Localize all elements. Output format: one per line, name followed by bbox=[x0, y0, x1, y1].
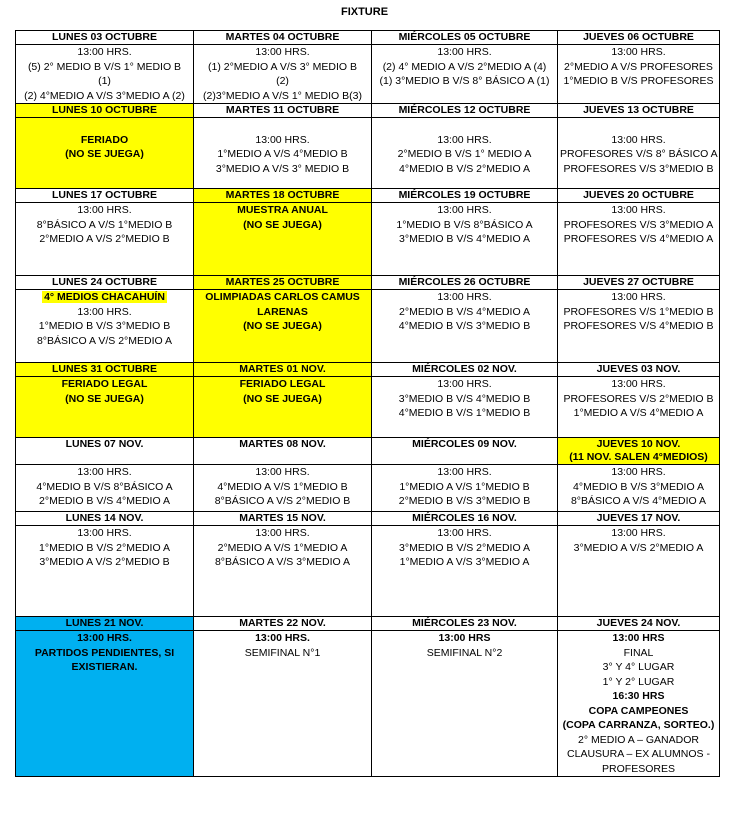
day-header-martes bbox=[194, 438, 372, 465]
match-line: 13:00 HRS. bbox=[611, 46, 666, 58]
day-header-jueves bbox=[558, 617, 720, 631]
day-header-lunes bbox=[16, 617, 194, 631]
day-cell-jueves bbox=[558, 45, 720, 104]
match-line: 3° Y 4° LUGAR bbox=[602, 661, 675, 673]
day-header-label: MARTES 08 NOV. bbox=[239, 438, 326, 450]
match-line: 13:00 HRS. bbox=[611, 133, 666, 146]
day-cell-martes bbox=[194, 45, 372, 104]
page-title: FIXTURE bbox=[340, 6, 389, 18]
match-line: 8°BÁSICO A V/S 1°MEDIO B bbox=[36, 218, 173, 231]
match-line: (NO SE JUEGA) bbox=[243, 218, 322, 231]
day-cell-lunes bbox=[16, 290, 194, 363]
match-line: 2°MEDIO A V/S 2°MEDIO B bbox=[39, 233, 170, 245]
day-header-label: LUNES 07 NOV. bbox=[65, 438, 144, 450]
spacer-line bbox=[560, 118, 717, 133]
match-line: FERIADO bbox=[80, 133, 129, 146]
match-line: 13:00 HRS. bbox=[437, 204, 492, 216]
day-cell-miercoles bbox=[372, 118, 558, 189]
match-line: PROFESORES V/S 8° BÁSICO A bbox=[560, 148, 718, 160]
day-cell-jueves bbox=[558, 465, 720, 512]
match-line: OLIMPIADAS CARLOS CAMUS bbox=[205, 291, 360, 303]
day-header-label: MIÉRCOLES 05 OCTUBRE bbox=[398, 31, 531, 43]
day-cell-jueves bbox=[558, 377, 720, 438]
day-header-label: MIÉRCOLES 12 OCTUBRE bbox=[398, 104, 531, 116]
match-line: 3°MEDIO B V/S 2°MEDIO A bbox=[399, 541, 530, 554]
day-header-lunes bbox=[16, 512, 194, 526]
match-line: 13:00 HRS. bbox=[255, 466, 310, 478]
day-header-label: MARTES 04 OCTUBRE bbox=[225, 31, 340, 43]
match-line: PROFESORES V/S 1°MEDIO B bbox=[563, 305, 714, 318]
match-line: PROFESORES bbox=[602, 762, 675, 775]
day-header-label: MIÉRCOLES 19 OCTUBRE bbox=[398, 189, 531, 201]
day-header-label: MIÉRCOLES 09 NOV. bbox=[412, 438, 517, 450]
day-header-martes bbox=[194, 512, 372, 526]
day-cell-lunes bbox=[16, 377, 194, 438]
day-header-lunes bbox=[16, 189, 194, 203]
match-line: 3°MEDIO A V/S 3° MEDIO B bbox=[215, 162, 350, 175]
spacer-line bbox=[374, 118, 555, 133]
day-cell-martes bbox=[194, 203, 372, 276]
day-header-label: LUNES 14 NOV. bbox=[65, 512, 144, 524]
day-cell-lunes bbox=[16, 465, 194, 512]
match-line: 13:00 HRS. bbox=[77, 305, 132, 318]
day-cell-lunes bbox=[16, 203, 194, 276]
match-line: 2°MEDIO B V/S 1° MEDIO A bbox=[397, 148, 532, 160]
match-line: 13:00 HRS. bbox=[77, 46, 132, 58]
day-header-label: MARTES 01 NOV. bbox=[239, 363, 326, 375]
day-header-martes bbox=[194, 104, 372, 118]
match-line: 2°MEDIO A V/S PROFESORES bbox=[564, 60, 713, 73]
day-cell-miercoles bbox=[372, 631, 558, 777]
day-header-martes bbox=[194, 276, 372, 290]
day-cell-miercoles bbox=[372, 45, 558, 104]
match-line: 1°MEDIO A V/S 4°MEDIO A bbox=[573, 407, 704, 419]
day-cell-miercoles bbox=[372, 526, 558, 617]
day-header-label: JUEVES 13 OCTUBRE bbox=[583, 104, 694, 116]
day-header-miercoles bbox=[372, 512, 558, 526]
match-line: 13:00 HRS. bbox=[77, 466, 132, 478]
week-body-row bbox=[16, 465, 720, 512]
day-cell-jueves bbox=[558, 290, 720, 363]
match-line: 3°MEDIO A V/S 2°MEDIO A bbox=[573, 541, 704, 554]
match-line: 1°MEDIO A V/S 4°MEDIO B bbox=[217, 148, 348, 160]
match-line: 16:30 HRS bbox=[612, 690, 665, 702]
match-line: 13:00 HRS bbox=[612, 632, 665, 644]
day-header-label: MIÉRCOLES 16 NOV. bbox=[412, 512, 517, 524]
match-line: PROFESORES V/S 4°MEDIO B bbox=[563, 320, 714, 332]
match-line: EXISTIERAN. bbox=[71, 661, 138, 673]
week-header-row bbox=[16, 438, 720, 465]
match-line: (1) bbox=[98, 75, 111, 87]
match-line: 8°BÁSICO A V/S 2°MEDIO B bbox=[214, 495, 351, 507]
day-header-label: MARTES 18 OCTUBRE bbox=[225, 189, 340, 201]
day-header-lunes bbox=[16, 31, 194, 45]
week-body-row bbox=[16, 45, 720, 104]
match-line: COPA CAMPEONES bbox=[588, 704, 689, 717]
match-line: FERIADO LEGAL bbox=[239, 378, 326, 390]
day-cell-martes bbox=[194, 290, 372, 363]
match-line: 4°MEDIO B V/S 3°MEDIO B bbox=[398, 320, 531, 332]
day-cell-martes bbox=[194, 377, 372, 438]
match-line: 2° MEDIO A – GANADOR bbox=[578, 733, 699, 746]
day-cell-miercoles bbox=[372, 203, 558, 276]
spacer-line bbox=[18, 118, 191, 133]
match-line: 13:00 HRS. bbox=[437, 527, 492, 539]
match-line: 3°MEDIO A V/S 2°MEDIO B bbox=[39, 556, 170, 568]
week-header-row bbox=[16, 512, 720, 526]
highlight-text: 4° MEDIOS CHACAHUÍN bbox=[44, 291, 165, 303]
week-body-row bbox=[16, 290, 720, 363]
match-line: 3°MEDIO B V/S 4°MEDIO A bbox=[399, 233, 530, 245]
week-body-row bbox=[16, 377, 720, 438]
day-cell-martes bbox=[194, 631, 372, 777]
match-line: (2) 4° MEDIO A V/S 2°MEDIO A (4) bbox=[382, 60, 547, 73]
match-line: 13:00 HRS. bbox=[611, 291, 666, 303]
match-line: 13:00 HRS. bbox=[437, 378, 492, 390]
match-line: 4°MEDIO B V/S 8°BÁSICO A bbox=[36, 480, 173, 493]
day-header-jueves bbox=[558, 189, 720, 203]
match-line: (COPA CARRANZA, SORTEO.) bbox=[562, 719, 715, 731]
match-line: (1) 2°MEDIO A V/S 3° MEDIO B bbox=[207, 60, 358, 73]
match-line: 13:00 HRS. bbox=[611, 378, 666, 390]
match-line: 13:00 HRS. bbox=[255, 632, 310, 644]
day-header-martes bbox=[194, 31, 372, 45]
match-line: 4°MEDIO B V/S 2°MEDIO A bbox=[399, 162, 530, 175]
match-line: 8°BÁSICO A V/S 2°MEDIO A bbox=[36, 334, 173, 347]
match-line: MUESTRA ANUAL bbox=[237, 204, 328, 216]
day-header-lunes bbox=[16, 438, 194, 465]
day-header-label: JUEVES 03 NOV. bbox=[596, 363, 681, 375]
day-header-label: JUEVES 27 OCTUBRE bbox=[583, 276, 694, 288]
day-header-jueves bbox=[558, 512, 720, 526]
day-cell-lunes bbox=[16, 526, 194, 617]
match-line: (5) 2° MEDIO B V/S 1° MEDIO B bbox=[27, 60, 182, 73]
day-cell-miercoles bbox=[372, 465, 558, 512]
day-header-label: MARTES 15 NOV. bbox=[239, 512, 326, 524]
day-cell-lunes bbox=[16, 118, 194, 189]
day-header-label: LUNES 31 OCTUBRE bbox=[51, 363, 157, 375]
day-header-miercoles bbox=[372, 363, 558, 377]
day-cell-martes bbox=[194, 526, 372, 617]
day-header-label: JUEVES 24 NOV. bbox=[596, 617, 681, 629]
day-header-label: MIÉRCOLES 23 NOV. bbox=[412, 617, 517, 629]
match-line: 2°MEDIO A V/S 1°MEDIO A bbox=[217, 541, 348, 554]
match-line: 3°MEDIO B V/S 4°MEDIO B bbox=[398, 392, 531, 405]
match-line: 8°BÁSICO A V/S 4°MEDIO A bbox=[570, 495, 707, 507]
match-line: 13:00 HRS. bbox=[255, 46, 310, 58]
match-line: SEMIFINAL N°1 bbox=[244, 646, 321, 659]
day-cell-lunes bbox=[16, 45, 194, 104]
day-header-label: LUNES 17 OCTUBRE bbox=[51, 189, 157, 201]
day-header-label: LUNES 03 OCTUBRE bbox=[51, 31, 157, 43]
day-header-lunes bbox=[16, 104, 194, 118]
match-line: 8°BÁSICO A V/S 3°MEDIO A bbox=[214, 556, 351, 568]
week-body-row bbox=[16, 203, 720, 276]
match-line: (NO SE JUEGA) bbox=[243, 320, 322, 332]
match-line: 13:00 HRS. bbox=[437, 466, 492, 478]
day-cell-jueves bbox=[558, 631, 720, 777]
day-header-martes bbox=[194, 363, 372, 377]
match-line: 4°MEDIO A V/S 1°MEDIO B bbox=[217, 480, 348, 493]
match-line: PROFESORES V/S 3°MEDIO B bbox=[563, 162, 714, 175]
day-cell-jueves bbox=[558, 203, 720, 276]
week-body-row bbox=[16, 631, 720, 777]
match-line: 1°MEDIO B V/S 8°BÁSICO A bbox=[396, 218, 533, 231]
day-header-jueves bbox=[558, 104, 720, 118]
week-header-row bbox=[16, 276, 720, 290]
match-line: FERIADO LEGAL bbox=[61, 378, 148, 390]
day-header-label: MARTES 11 OCTUBRE bbox=[225, 104, 340, 116]
day-header-miercoles bbox=[372, 31, 558, 45]
day-header-miercoles bbox=[372, 438, 558, 465]
day-header-label: MIÉRCOLES 26 OCTUBRE bbox=[398, 276, 531, 288]
match-line: 1°MEDIO B V/S 3°MEDIO B bbox=[38, 320, 171, 332]
day-header-label: JUEVES 10 NOV. bbox=[596, 438, 681, 450]
match-line: 13:00 HRS. bbox=[77, 204, 132, 216]
day-cell-jueves bbox=[558, 118, 720, 189]
fixture-table bbox=[15, 30, 720, 777]
week-body-row bbox=[16, 526, 720, 617]
day-header-label: MARTES 25 OCTUBRE bbox=[225, 276, 340, 288]
match-line: PARTIDOS PENDIENTES, SI bbox=[34, 646, 175, 659]
day-cell-martes bbox=[194, 118, 372, 189]
week-header-row bbox=[16, 104, 720, 118]
day-header-label: LUNES 24 OCTUBRE bbox=[51, 276, 157, 288]
day-header-miercoles bbox=[372, 276, 558, 290]
day-cell-lunes bbox=[16, 631, 194, 777]
day-header-label: JUEVES 20 OCTUBRE bbox=[583, 189, 694, 201]
match-line: (NO SE JUEGA) bbox=[65, 392, 144, 405]
match-line: 13:00 HRS. bbox=[437, 133, 492, 146]
match-line: 13:00 HRS bbox=[438, 632, 491, 644]
week-header-row bbox=[16, 617, 720, 631]
match-line: 13:00 HRS. bbox=[255, 527, 310, 539]
match-line: 2°MEDIO B V/S 4°MEDIO A bbox=[399, 305, 530, 318]
match-line: 2°MEDIO B V/S 4°MEDIO A bbox=[39, 495, 170, 507]
match-line: 1°MEDIO A V/S 3°MEDIO A bbox=[399, 556, 530, 568]
day-header-label: LUNES 10 OCTUBRE bbox=[51, 104, 157, 116]
day-header-label: LUNES 21 NOV. bbox=[65, 617, 144, 629]
day-header-lunes bbox=[16, 363, 194, 377]
day-header-miercoles bbox=[372, 189, 558, 203]
match-line: 4°MEDIO B V/S 1°MEDIO B bbox=[398, 407, 531, 419]
match-line: 1°MEDIO A V/S 1°MEDIO B bbox=[399, 480, 530, 493]
week-header-row bbox=[16, 363, 720, 377]
spacer-line bbox=[196, 118, 369, 133]
day-header-miercoles bbox=[372, 617, 558, 631]
match-line: (2)3°MEDIO A V/S 1° MEDIO B(3) bbox=[203, 89, 362, 102]
match-line: SEMIFINAL N°2 bbox=[426, 646, 503, 659]
day-header-jueves bbox=[558, 31, 720, 45]
match-line: 1° Y 2° LUGAR bbox=[602, 675, 675, 688]
match-line: 13:00 HRS. bbox=[611, 527, 666, 539]
day-header-jueves bbox=[558, 363, 720, 377]
match-line: 1°MEDIO B V/S 2°MEDIO A bbox=[39, 541, 170, 554]
day-header-lunes bbox=[16, 276, 194, 290]
match-line: 13:00 HRS. bbox=[611, 466, 666, 478]
highlight-line bbox=[18, 290, 191, 305]
match-line: 4°MEDIO B V/S 3°MEDIO A bbox=[573, 480, 704, 493]
match-line: 13:00 HRS. bbox=[437, 291, 492, 303]
week-header-row bbox=[16, 189, 720, 203]
match-line: (2) 4°MEDIO A V/S 3°MEDIO A (2) bbox=[24, 89, 185, 102]
match-line: 13:00 HRS. bbox=[437, 46, 492, 58]
day-cell-martes bbox=[194, 465, 372, 512]
match-line: (2) bbox=[276, 75, 289, 87]
day-cell-miercoles bbox=[372, 377, 558, 438]
day-header-martes bbox=[194, 189, 372, 203]
day-header-note: (11 NOV. SALEN 4°MEDIOS) bbox=[569, 451, 708, 463]
day-cell-jueves bbox=[558, 526, 720, 617]
week-body-row bbox=[16, 118, 720, 189]
day-header-jueves bbox=[558, 438, 720, 465]
match-line: FINAL bbox=[623, 646, 654, 659]
day-header-label: JUEVES 17 NOV. bbox=[596, 512, 681, 524]
match-line: 13:00 HRS. bbox=[77, 632, 132, 644]
day-header-label: MARTES 22 NOV. bbox=[239, 617, 326, 629]
day-cell-miercoles bbox=[372, 290, 558, 363]
match-line: CLAUSURA – EX ALUMNOS - bbox=[567, 748, 710, 760]
match-line: PROFESORES V/S 2°MEDIO B bbox=[563, 392, 714, 405]
day-header-jueves bbox=[558, 276, 720, 290]
match-line: 13:00 HRS. bbox=[611, 204, 666, 216]
day-header-label: JUEVES 06 OCTUBRE bbox=[583, 31, 694, 43]
day-header-label: MIÉRCOLES 02 NOV. bbox=[412, 363, 517, 375]
match-line: (NO SE JUEGA) bbox=[65, 148, 144, 160]
match-line: (NO SE JUEGA) bbox=[243, 392, 322, 405]
match-line: LARENAS bbox=[257, 305, 308, 318]
day-header-miercoles bbox=[372, 104, 558, 118]
match-line: 1°MEDIO B V/S PROFESORES bbox=[563, 75, 714, 87]
match-line: PROFESORES V/S 3°MEDIO A bbox=[563, 218, 714, 231]
match-line: (1) 3°MEDIO B V/S 8° BÁSICO A (1) bbox=[379, 75, 550, 87]
day-header-martes bbox=[194, 617, 372, 631]
match-line: 2°MEDIO B V/S 3°MEDIO B bbox=[398, 495, 531, 507]
week-header-row bbox=[16, 31, 720, 45]
match-line: PROFESORES V/S 4°MEDIO A bbox=[563, 233, 714, 245]
match-line: 13:00 HRS. bbox=[255, 133, 310, 146]
match-line: 13:00 HRS. bbox=[77, 527, 132, 539]
